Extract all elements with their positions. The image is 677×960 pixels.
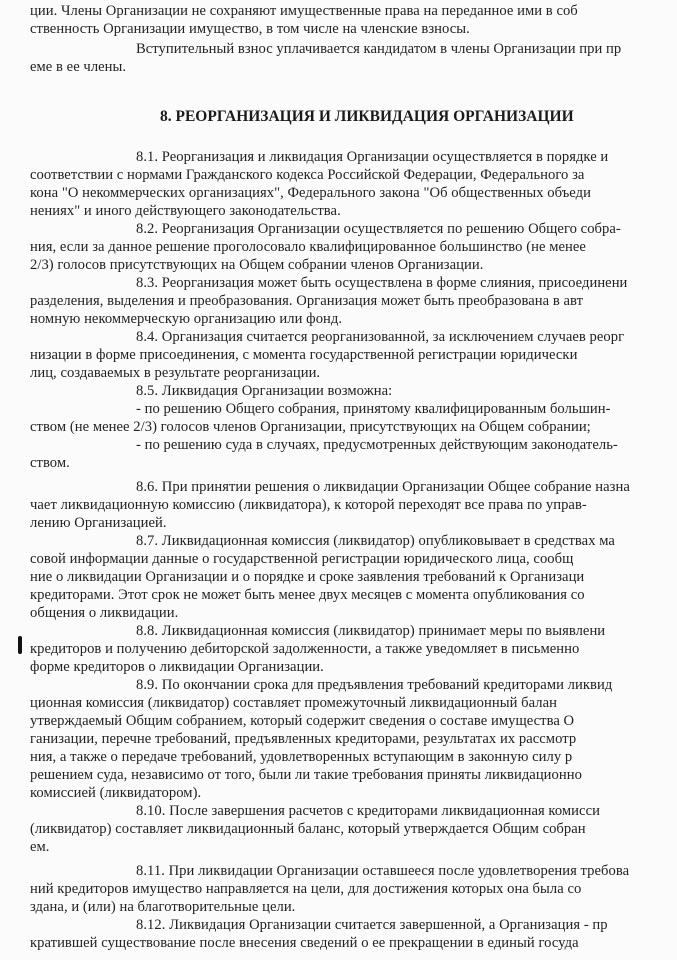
text-line: ством.	[30, 455, 70, 471]
text-line: 8.7. Ликвидационная комиссия (ликвидатор) опубликовывает в средствах ма	[136, 533, 615, 549]
text-line: лению Организацией.	[30, 515, 167, 531]
text-line: ганизации, перечне требований, предъявленных кредиторами, результатах их рассмотр	[30, 731, 577, 747]
section-heading: 8. РЕОРГАНИЗАЦИЯ И ЛИКВИДАЦИЯ ОРГАНИЗАЦИИ	[160, 108, 574, 125]
text-line: здана, и (или) на благотворительные цели.	[30, 899, 296, 915]
text-line: 8.8. Ликвидационная комиссия (ликвидатор) принимает меры по выявлени	[136, 623, 606, 639]
text-line: ством (не менее 2/3) голосов членов Организации, присутствующих на Общем собрании;	[30, 419, 591, 435]
text-line: номную некоммерческую организацию или фонд.	[30, 311, 343, 327]
text-line: ние о ликвидации Организации и о порядке и сроке заявления требований к Организаци	[30, 569, 585, 585]
text-line: 2/3) голосов присутствующих на Общем собрании членов Организации.	[30, 257, 484, 273]
text-line: чает ликвидационную комиссию (ликвидатора), к которой переходят все права по управ-	[30, 497, 587, 513]
text-line: ния, если за данное решение проголосовало квалифицированное большинство (не менее	[30, 239, 586, 255]
scan-punch-mark	[18, 636, 22, 654]
text-line: соответствии с нормами Гражданского кодекса Российской Федерации, Федерального за	[30, 167, 585, 183]
text-line: ний кредиторов имущество направляется на цели, для достижения которых она была со	[30, 881, 582, 897]
text-line: низации в форме присоединения, с момента государственной регистрации юридически	[30, 347, 578, 363]
text-line: ционная комиссия (ликвидатор) составляет промежуточный ликвидационный балан	[30, 695, 557, 711]
text-line: кона "О некоммерческих организациях", Федерального закона "Об общественных объеди	[30, 185, 591, 201]
text-line: комиссией (ликвидатором).	[30, 785, 202, 801]
text-line: решением суда, независимо от того, были ли такие требования приняты ликвидационно	[30, 767, 582, 783]
text-line: 8.9. По окончании срока для предъявления требований кредиторами ликвид	[136, 677, 613, 693]
text-line: кратившей существование после внесения сведений о ее прекращении в единый госуда	[30, 935, 579, 951]
text-line: 8.12. Ликвидация Организации считается завершенной, а Организация - пр	[136, 917, 608, 933]
text-line: 8.3. Реорганизация может быть осуществлена в форме слияния, присоединени	[136, 275, 628, 291]
text-line: кредиторов и получению дебиторской задолженности, а также уведомляет в письменно	[30, 641, 580, 657]
text-line: ем.	[30, 839, 50, 855]
text-line: 8.2. Реорганизация Организации осуществляется по решению Общего собра-	[136, 221, 621, 237]
text-line: ния, а также о передаче требований, удовлетворенных вступающим в законную силу р	[30, 749, 573, 765]
text-line: - по решению Общего собрания, принятому квалифицированным большин-	[136, 401, 611, 417]
text-line: еме в ее члены.	[30, 59, 127, 75]
text-line: совой информации данные о государственной регистрации юридического лица, сообщ	[30, 551, 574, 567]
text-line: кредиторами. Этот срок не может быть менее двух месяцев с момента опубликования со	[30, 587, 585, 603]
text-line: 8.11. При ликвидации Организации оставшееся после удовлетворения требова	[136, 863, 630, 879]
text-line: ции. Члены Организации не сохраняют имущественные права на переданное ими в соб	[30, 3, 578, 19]
text-line: нениях" и иного действующего законодательства.	[30, 203, 341, 219]
text-line: 8.4. Организация считается реорганизованной, за исключением случаев реорг	[136, 329, 625, 345]
text-line: разделения, выделения и преобразования. Организация может быть преобразована в авт	[30, 293, 584, 309]
text-line: ственность Организации имущество, в том числе на членские взносы.	[30, 21, 470, 37]
text-line: (ликвидатор) составляет ликвидационный баланс, который утверждается Общим собран	[30, 821, 586, 837]
text-line: утверждаемый Общим собранием, который содержит сведения о составе имущества О	[30, 713, 575, 729]
text-line: 8.5. Ликвидация Организации возможна:	[136, 383, 393, 399]
text-line: - по решению суда в случаях, предусмотренных действующим законодатель-	[136, 437, 618, 453]
text-line: форме кредиторов о ликвидации Организации.	[30, 659, 324, 675]
text-line: Вступительный взнос уплачивается кандидатом в члены Организации при пр	[136, 41, 622, 57]
text-line: 8.10. После завершения расчетов с кредиторами ликвидационная комисси	[136, 803, 600, 819]
text-line: общения о ликвидации.	[30, 605, 179, 621]
text-line: 8.6. При принятии решения о ликвидации Организации Общее собрание назна	[136, 479, 630, 495]
text-line: 8.1. Реорганизация и ликвидация Организации осуществляется в порядке и	[136, 149, 609, 165]
text-line: лиц, создаваемых в результате реорганизации.	[30, 365, 321, 381]
